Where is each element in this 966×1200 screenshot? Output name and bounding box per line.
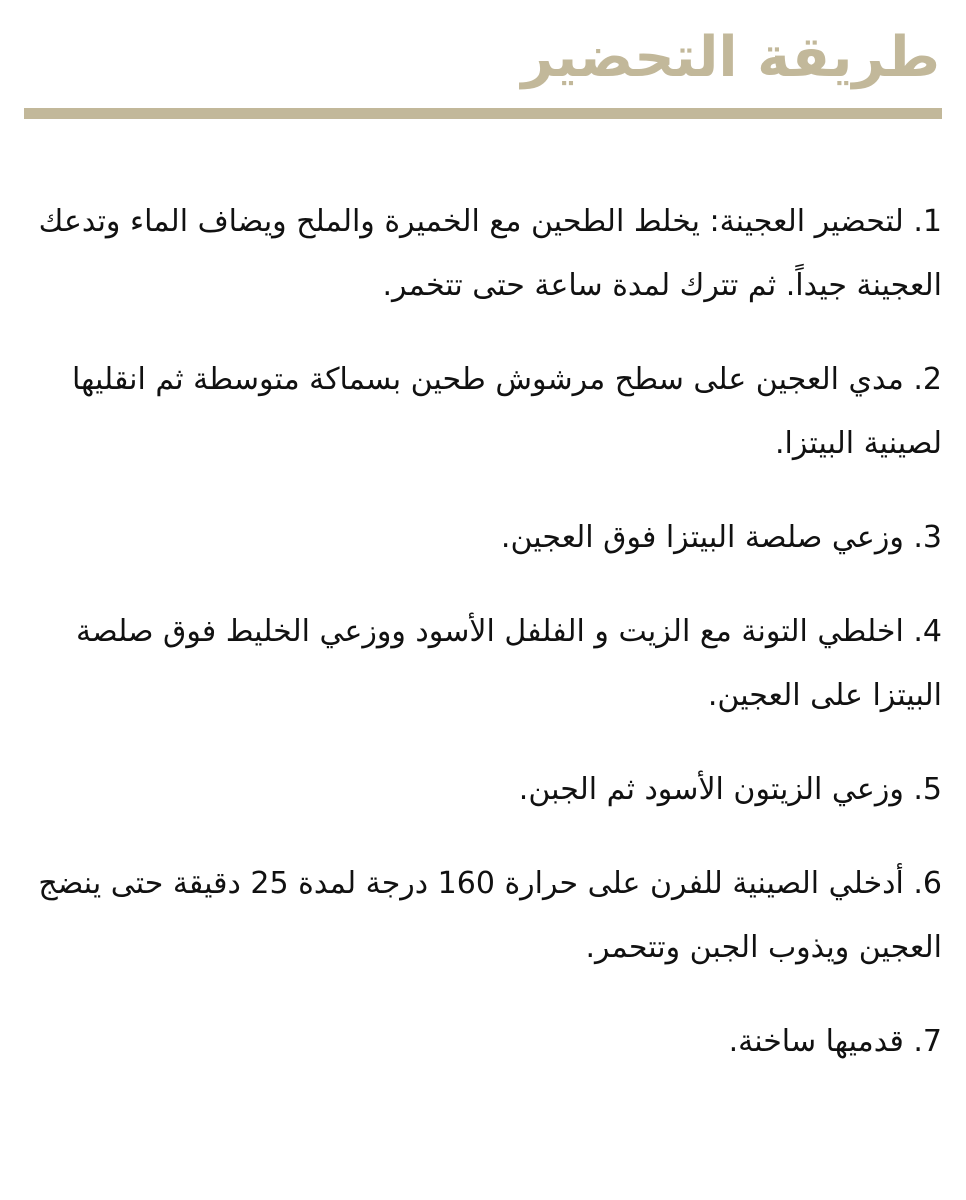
step-text: قدميها ساخنة. [728, 1024, 904, 1059]
steps-list [22, 190, 942, 1104]
step-text: اخلطي التونة مع الزيت و الفلفل الأسود ووزعي الخليط فوق صلصة البيتزا على العجين. [76, 614, 942, 713]
step-text: وزعي صلصة البيتزا فوق العجين. [500, 520, 904, 555]
step-number: 2. [913, 362, 942, 397]
step-text: وزعي الزيتون الأسود ثم الجبن. [518, 772, 904, 807]
step-number: 1. [913, 204, 942, 239]
step-text: مدي العجين على سطح مرشوش طحين بسماكة متوسطة ثم انقليها لصينية البيتزا. [71, 362, 942, 461]
step-number: 5. [913, 772, 942, 807]
step-number: 4. [913, 614, 942, 649]
step-number: 3. [913, 520, 942, 555]
step-2 [22, 348, 942, 476]
step-7 [22, 1010, 942, 1074]
step-text: لتحضير العجينة: يخلط الطحين مع الخميرة والملح ويضاف الماء وتدعك العجينة جيداً. ثم تترك لمدة ساعة حتى تتخمر. [38, 204, 942, 303]
step-1 [22, 190, 942, 318]
page-title: طريقة التحضير [521, 25, 940, 90]
step-3 [22, 506, 942, 570]
step-number: 6. [913, 866, 942, 901]
title-divider [24, 108, 942, 119]
step-number: 7. [913, 1024, 942, 1059]
step-6 [22, 852, 942, 980]
step-5 [22, 758, 942, 822]
step-4 [22, 600, 942, 728]
step-text: أدخلي الصينية للفرن على حرارة 160 درجة لمدة 25 دقيقة حتى ينضج العجين ويذوب الجبن وتتحمر. [38, 866, 942, 965]
